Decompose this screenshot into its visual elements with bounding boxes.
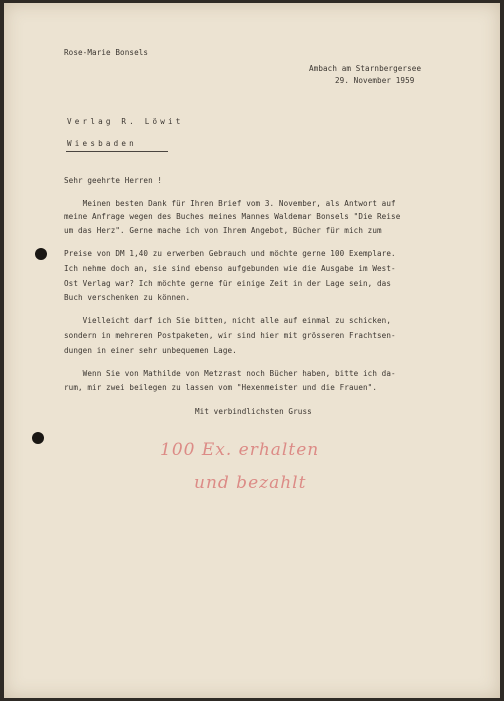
- salutation: Sehr geehrte Herren !: [64, 176, 163, 185]
- handwritten-note-line2: und bezahlt: [194, 473, 307, 493]
- sender-name: Rose-Marie Bonsels: [64, 48, 149, 57]
- body-line: Meinen besten Dank für Ihren Brief vom 3. November, als Antwort auf: [64, 199, 396, 208]
- body-line: dungen in einer sehr unbequemen Lage.: [64, 346, 237, 355]
- closing: Mit verbindlichsten Gruss: [195, 407, 312, 416]
- recipient-city-underline: [66, 151, 168, 152]
- body-line: Preise von DM 1,40 zu erwerben Gebrauch und möchte gerne 100 Exemplare.: [64, 249, 396, 258]
- body-line: rum, mir zwei beilegen zu lassen vom "Hexenmeister und die Frauen".: [64, 383, 378, 392]
- punch-hole-top: [35, 248, 47, 260]
- body-line: sondern in mehreren Postpaketen, wir sind hier mit grösseren Frachtsen-: [64, 331, 396, 340]
- body-line: meine Anfrage wegen des Buches meines Mannes Waldemar Bonsels "Die Reise: [64, 212, 401, 221]
- body-line: Ich nehme doch an, sie sind ebenso aufgebunden wie die Ausgabe im West-: [64, 264, 396, 273]
- place-line: Ambach am Starnbergersee: [309, 64, 422, 73]
- body-line: Wenn Sie von Mathilde von Metzrast noch Bücher haben, bitte ich da-: [64, 369, 396, 378]
- punch-hole-bottom: [32, 432, 44, 444]
- body-line: Buch verschenken zu können.: [64, 293, 191, 302]
- body-line: Ost Verlag war? Ich möchte gerne für einige Zeit in der Lage sein, das: [64, 279, 392, 288]
- recipient-name: Verlag R. Löwit: [67, 117, 184, 126]
- body-line: Vielleicht darf ich Sie bitten, nicht alle auf einmal zu schicken,: [64, 316, 392, 325]
- letter-page: [4, 3, 500, 698]
- recipient-city: Wiesbaden: [67, 139, 137, 148]
- body-line: um das Herz". Gerne mache ich von Ihrem Angebot, Bücher für mich zum: [64, 226, 382, 235]
- handwritten-note-line1: 100 Ex. erhalten: [160, 440, 320, 460]
- date-line: 29. November 1959: [335, 76, 415, 85]
